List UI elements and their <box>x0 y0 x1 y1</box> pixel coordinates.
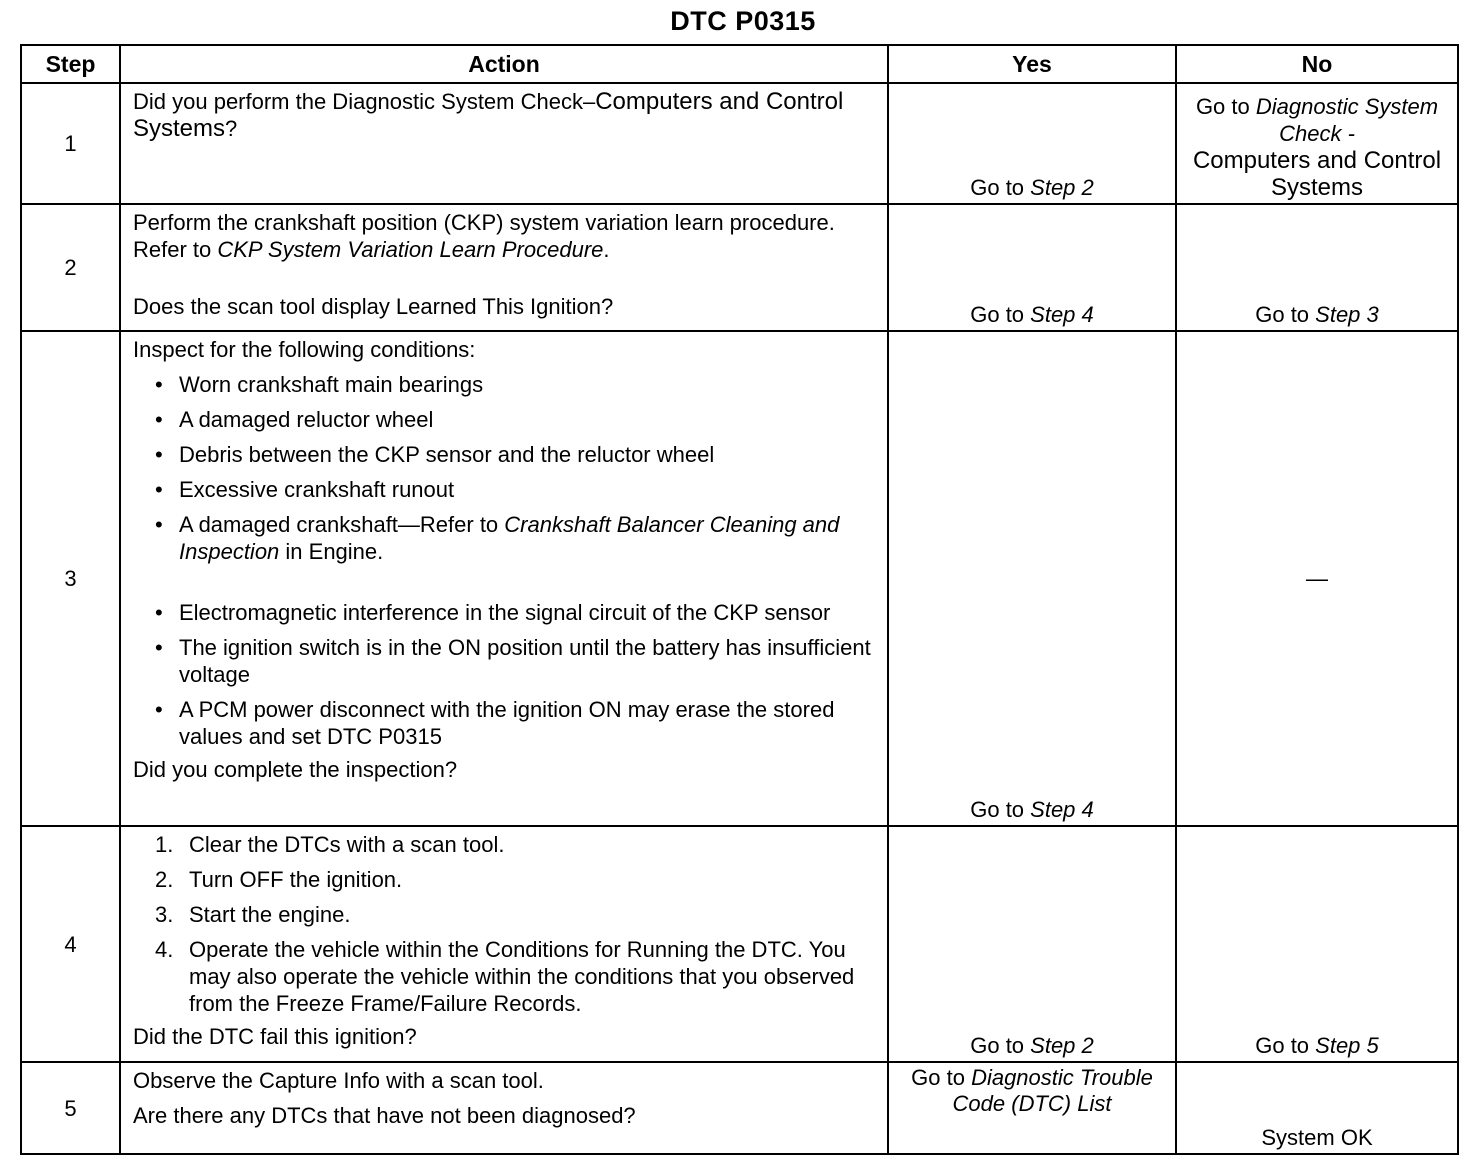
list-item-number: 3. <box>155 902 174 927</box>
yes-cell <box>888 331 1176 826</box>
action-cell <box>120 826 888 1062</box>
yes-cell <box>888 204 1176 331</box>
table-header-row <box>21 45 1458 83</box>
action-question: Are there any DTCs that have not been diagnosed? <box>133 1103 636 1128</box>
no-cell <box>1176 204 1458 331</box>
list-item <box>155 634 877 688</box>
list-item-number: 4. <box>155 937 174 962</box>
list-item <box>155 441 877 468</box>
no-link[interactable]: Step 5 <box>1315 1033 1379 1058</box>
yes-cell <box>888 83 1176 204</box>
bullet-icon: • <box>155 372 163 397</box>
balancer-link[interactable]: Crankshaft Balancer Cleaning and Inspection <box>179 512 840 564</box>
list-item-text: in Engine. <box>279 539 384 564</box>
condition-list <box>133 371 877 750</box>
header-step: Step <box>21 45 120 83</box>
action-text <box>133 88 877 142</box>
step-number: 3 <box>21 331 120 826</box>
procedure-list <box>133 831 877 1017</box>
yes-link[interactable]: Step 4 <box>1030 797 1094 822</box>
no-prefix: Go to <box>1255 302 1316 327</box>
page-title: DTC P0315 <box>670 6 816 36</box>
list-item <box>155 696 877 750</box>
table-row-step-3 <box>21 331 1458 826</box>
list-item-text: A PCM power disconnect with the ignition ON may erase the stored values and set DTC P0315 <box>179 697 835 749</box>
step-number: 2 <box>21 204 120 331</box>
dtc-table <box>20 44 1459 1155</box>
action-text <box>133 209 877 263</box>
no-dash: — <box>1306 566 1328 591</box>
no-link[interactable]: Diagnostic System Check - <box>1255 94 1439 146</box>
list-item <box>155 901 877 928</box>
list-item-text: A damaged reluctor wheel <box>179 407 434 432</box>
header-yes: Yes <box>888 45 1176 83</box>
action-question: Did you complete the inspection? <box>133 757 458 782</box>
list-item <box>155 831 877 858</box>
list-item <box>155 406 877 433</box>
list-item-text: Start the engine. <box>189 902 351 927</box>
list-item-text: Debris between the CKP sensor and the reluctor wheel <box>179 442 715 467</box>
bullet-icon: • <box>155 635 163 660</box>
list-item <box>155 371 877 398</box>
list-item <box>155 936 877 1017</box>
table-row-step-4 <box>21 826 1458 1062</box>
yes-prefix: Go to <box>970 175 1031 200</box>
yes-link[interactable]: Step 2 <box>1030 175 1094 200</box>
no-prefix: Go to <box>1195 94 1256 119</box>
action-text-part: Computers and Control Systems <box>133 88 844 142</box>
yes-link[interactable]: Step 2 <box>1030 1033 1094 1058</box>
action-cell <box>120 331 888 826</box>
no-cell <box>1176 83 1458 204</box>
step-number: 4 <box>21 826 120 1062</box>
list-item <box>155 866 877 893</box>
list-item-text: The ignition switch is in the ON position until the battery has insufficient voltage <box>179 635 871 687</box>
action-text-part: Perform the crankshaft position (CKP) system variation learn procedure. Refer to <box>133 210 835 262</box>
action-question: Does the scan tool display Learned This Ignition? <box>133 294 614 319</box>
list-item-text: A damaged crankshaft—Refer to <box>179 512 505 537</box>
table-row-step-5 <box>21 1062 1458 1154</box>
no-suffix: Computers and Control Systems <box>1192 147 1442 201</box>
yes-link[interactable]: Step 4 <box>1030 302 1094 327</box>
action-cell <box>120 83 888 204</box>
action-text-part: Did you perform the Diagnostic System Check– <box>133 89 596 114</box>
no-cell <box>1176 826 1458 1062</box>
list-item-text: Turn OFF the ignition. <box>189 867 403 892</box>
action-text-part: ? <box>225 116 238 141</box>
yes-cell <box>888 1062 1176 1154</box>
bullet-icon: • <box>155 407 163 432</box>
list-item-text: Clear the DTCs with a scan tool. <box>189 832 505 857</box>
list-item-text: Operate the vehicle within the Conditions for Running the DTC. You may also operate the vehicle within the conditions that you observed from the Freeze Frame/Failure Records. <box>189 937 855 1016</box>
table-row-step-2 <box>21 204 1458 331</box>
list-item <box>155 476 877 503</box>
step-number: 1 <box>21 83 120 204</box>
no-prefix: Go to <box>1255 1033 1316 1058</box>
list-item-text: Excessive crankshaft runout <box>179 477 455 502</box>
step-number: 5 <box>21 1062 120 1154</box>
yes-prefix: Go to <box>970 1033 1031 1058</box>
action-cell <box>120 1062 888 1154</box>
list-item-number: 1. <box>155 832 174 857</box>
bullet-icon: • <box>155 600 163 625</box>
action-text: Observe the Capture Info with a scan tool. <box>133 1068 544 1093</box>
list-item <box>155 599 877 626</box>
list-item-text: Electromagnetic interference in the signal circuit of the CKP sensor <box>179 600 831 625</box>
no-text: System OK <box>1261 1125 1373 1150</box>
list-item <box>155 511 877 591</box>
no-cell <box>1176 1062 1458 1154</box>
bullet-icon: • <box>155 477 163 502</box>
yes-prefix: Go to <box>970 797 1031 822</box>
bullet-icon: • <box>155 442 163 467</box>
bullet-icon: • <box>155 697 163 722</box>
yes-cell <box>888 826 1176 1062</box>
list-item-text: Worn crankshaft main bearings <box>179 372 484 397</box>
yes-link[interactable]: Diagnostic Trouble Code (DTC) List <box>952 1065 1153 1116</box>
action-intro: Inspect for the following conditions: <box>133 337 476 362</box>
list-item-number: 2. <box>155 867 174 892</box>
action-cell <box>120 204 888 331</box>
no-link[interactable]: Step 3 <box>1315 302 1379 327</box>
bullet-icon: • <box>155 512 163 537</box>
yes-prefix: Go to <box>970 302 1031 327</box>
procedure-link[interactable]: CKP System Variation Learn Procedure <box>217 237 604 262</box>
yes-prefix: Go to <box>911 1065 972 1090</box>
action-question: Did the DTC fail this ignition? <box>133 1024 417 1049</box>
action-text-part: . <box>603 237 610 262</box>
header-action: Action <box>120 45 888 83</box>
header-no: No <box>1176 45 1458 83</box>
table-row-step-1 <box>21 83 1458 204</box>
no-cell <box>1176 331 1458 826</box>
